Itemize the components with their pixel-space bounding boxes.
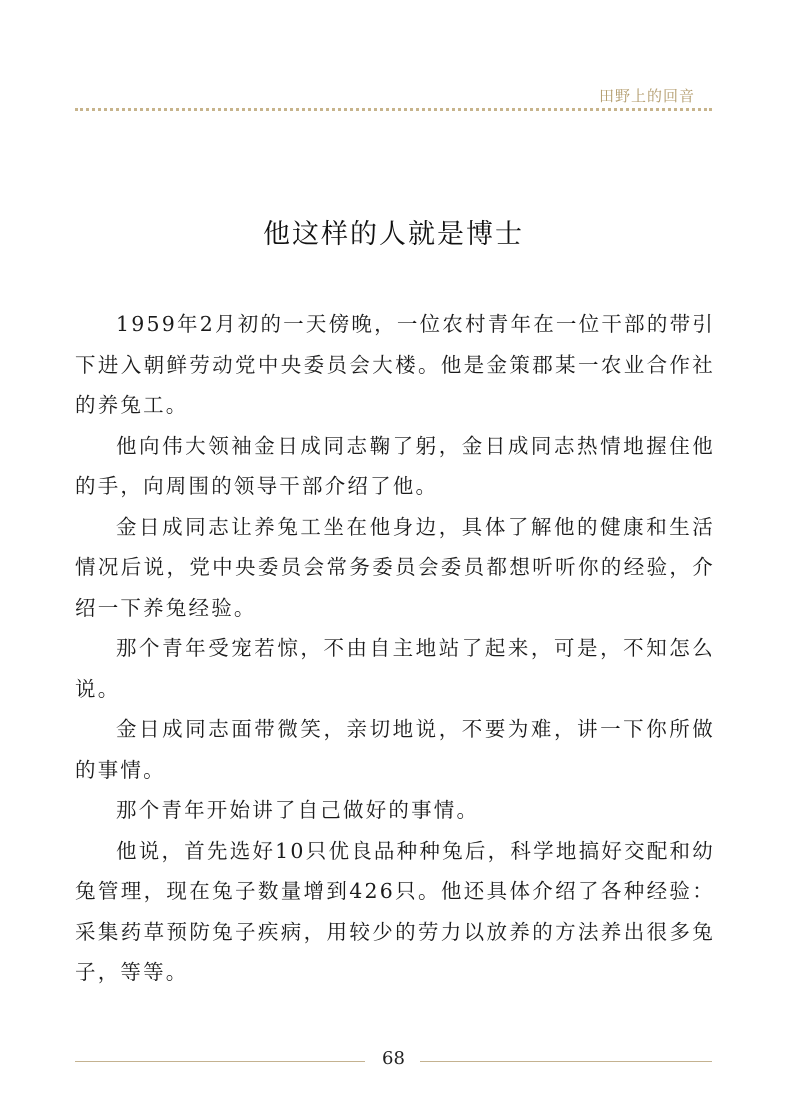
page-number: 68 bbox=[382, 1048, 405, 1069]
paragraph: 那个青年受宠若惊，不由自主地站了起来，可是，不知怎么说。 bbox=[75, 636, 715, 701]
paragraph: 他向伟大领袖金日成同志鞠了躬，金日成同志热情地握住他的手，向周围的领导干部介绍了他。 bbox=[75, 433, 715, 498]
running-header-title: 田野上的回音 bbox=[598, 87, 695, 105]
paragraph: 那个青年开始讲了自己做好的事情。 bbox=[116, 798, 480, 822]
chapter-title: 他这样的人就是博士 bbox=[263, 219, 524, 250]
header-dotted-rule bbox=[75, 108, 712, 111]
paragraph: 金日成同志让养兔工坐在他身边，具体了解他的健康和生活情况后说，党中央委员会常务委员会委员都想听听你的经验，介绍一下养兔经验。 bbox=[75, 514, 715, 620]
paragraph: 金日成同志面带微笑，亲切地说，不要为难，讲一下你所做的事情。 bbox=[75, 717, 715, 782]
paragraph: 他说，首先选好10只优良品种种兔后，科学地搞好交配和幼兔管理，现在兔子数量增到426只。他还具体介绍了各种经验：采集药草预防兔子疾病，用较少的劳力以放养的方法养出很多兔子，等等。 bbox=[75, 838, 715, 984]
footer-rule-right bbox=[420, 1061, 712, 1062]
article-body bbox=[75, 304, 715, 993]
paragraph: 1959年2月初的一天傍晚，一位农村青年在一位干部的带引下进入朝鲜劳动党中央委员会大楼。他是金策郡某一农业合作社的养兔工。 bbox=[75, 312, 715, 417]
